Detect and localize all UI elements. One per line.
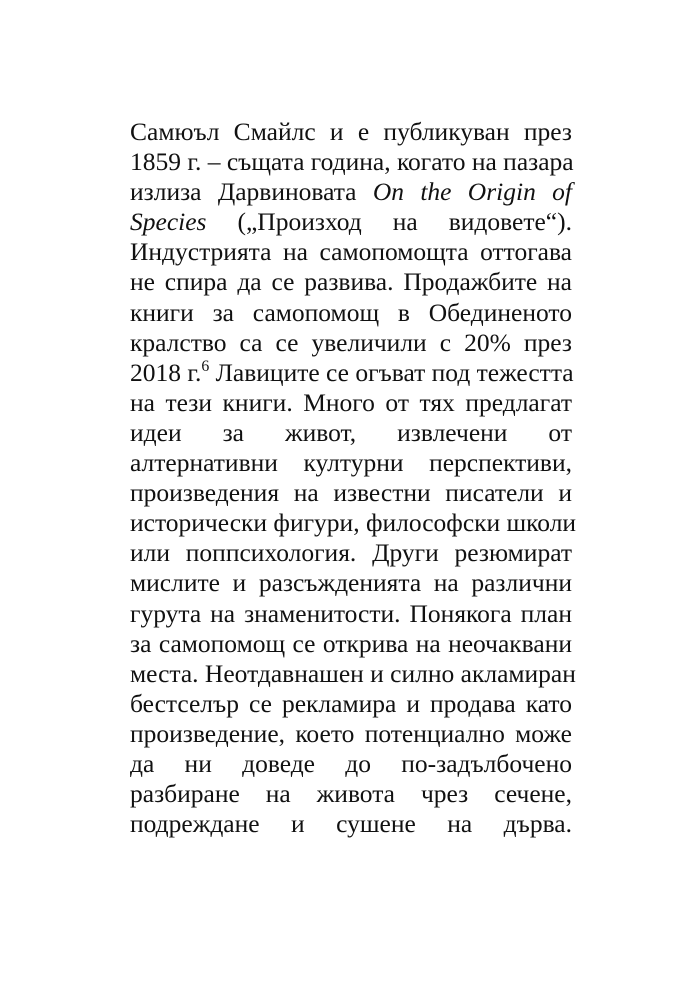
text-segment: бестселър се рекламира и продава като bbox=[130, 688, 572, 718]
text-segment: разбиране на живота чрез сечене, bbox=[130, 779, 572, 809]
text-segment: („Произход на видовете“). bbox=[206, 207, 572, 237]
text-line bbox=[130, 388, 572, 418]
text-segment: произведения на известни писатели и bbox=[130, 478, 572, 508]
text-line bbox=[130, 147, 572, 177]
text-segment: гурута на знаменитости. Понякога план bbox=[130, 598, 572, 628]
text-line bbox=[130, 568, 572, 598]
text-line bbox=[130, 719, 572, 749]
text-segment: книги за самопомощ в Обединеното bbox=[130, 297, 572, 327]
text-line bbox=[130, 117, 572, 147]
text-line bbox=[130, 267, 572, 297]
text-segment: Индустрията на самопомощта оттогава bbox=[130, 237, 572, 267]
text-segment: да ни доведе до по-задълбочено bbox=[130, 748, 572, 778]
text-segment: идеи за живот, извлечени от bbox=[130, 417, 572, 447]
text-segment: 1859 г. – същата година, когато на пазара bbox=[130, 147, 574, 177]
text-line bbox=[130, 658, 576, 689]
text-segment: Лавиците се огъват под тежестта bbox=[209, 357, 574, 387]
text-segment: не спира да се развива. Продажбите на bbox=[130, 267, 572, 297]
text-line bbox=[130, 689, 572, 719]
text-line bbox=[130, 358, 572, 388]
text-line bbox=[130, 478, 572, 508]
text-segment: кралство са се увеличили с 20% през bbox=[130, 327, 572, 357]
text-line bbox=[130, 809, 572, 839]
text-line bbox=[130, 629, 572, 659]
text-segment: или поппсихология. Други резюмират bbox=[130, 538, 572, 568]
text-line bbox=[130, 538, 572, 568]
text-line bbox=[130, 328, 572, 358]
text-line bbox=[130, 448, 572, 478]
text-segment: исторически фигури, философски школи bbox=[130, 508, 577, 538]
text-line bbox=[130, 298, 572, 328]
text-line bbox=[130, 207, 572, 237]
text-line bbox=[130, 177, 572, 207]
text-segment: места. Неотдавнашен и силно акламиран bbox=[130, 658, 576, 688]
text-line bbox=[130, 779, 572, 809]
text-line bbox=[130, 418, 572, 448]
italic-title-text: Species bbox=[130, 207, 207, 237]
footnote-reference: 6 bbox=[201, 357, 210, 375]
text-segment: 2018 г. bbox=[130, 357, 202, 387]
text-segment: подреждане и сушене на дърва. bbox=[130, 809, 572, 839]
text-segment: Самюъл Смайлс и е публикуван през bbox=[130, 117, 572, 146]
text-segment: излиза Дарвиновата bbox=[130, 177, 373, 207]
text-segment: алтернативни културни перспективи, bbox=[130, 448, 572, 478]
text-line bbox=[130, 508, 577, 538]
text-segment: за самопомощ се открива на неочаквани bbox=[130, 628, 572, 658]
italic-title-text: On the Origin of bbox=[372, 177, 572, 207]
text-segment: на тези книги. Много от тях предлагат bbox=[130, 387, 572, 417]
body-text bbox=[130, 117, 577, 839]
text-line bbox=[130, 237, 572, 267]
text-line bbox=[130, 599, 572, 629]
text-segment: произведение, което потенциално може bbox=[130, 718, 572, 748]
text-segment: мислите и разсъжденията на различни bbox=[130, 568, 572, 598]
text-line bbox=[130, 749, 572, 779]
